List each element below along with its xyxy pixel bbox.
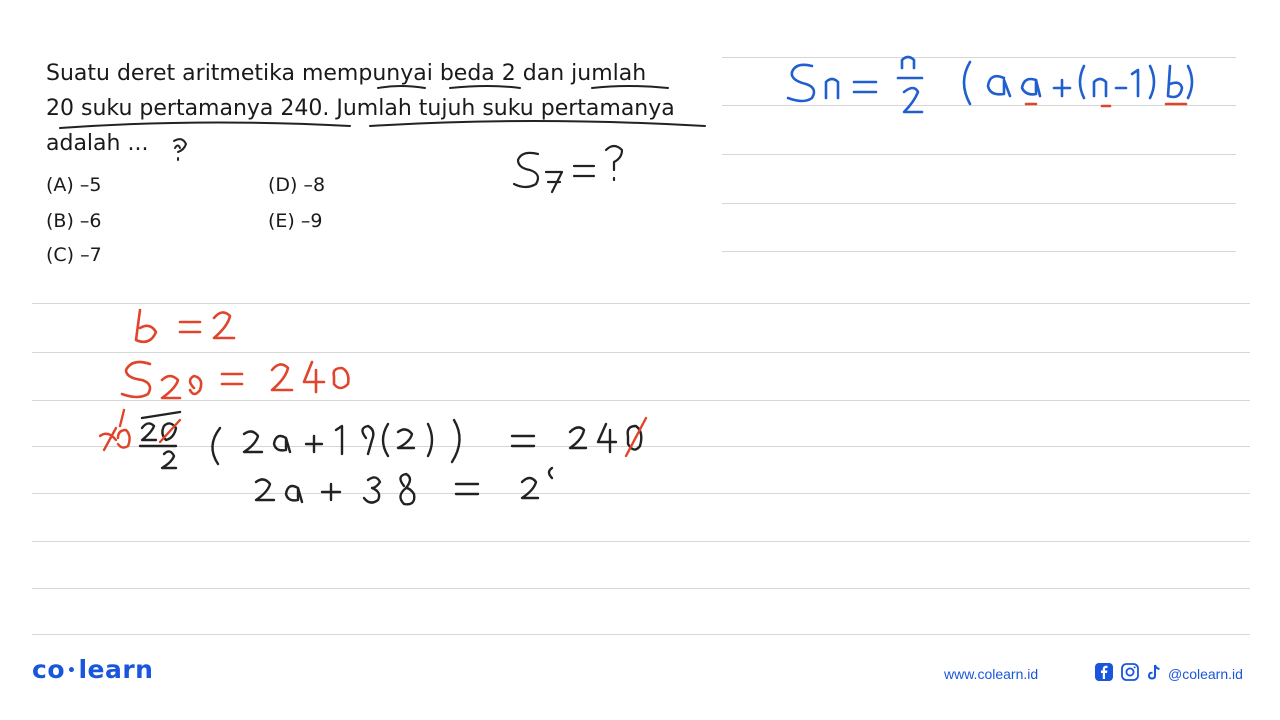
option-d[interactable]: (D) –8: [268, 174, 326, 196]
brand-dot: •: [67, 663, 77, 679]
option-a[interactable]: (A) –5: [46, 174, 102, 196]
option-e[interactable]: (E) –9: [268, 210, 323, 232]
brand-left: co: [32, 655, 65, 684]
handwritten-given-s20: [122, 362, 348, 398]
handwritten-step-1: [100, 410, 646, 468]
instagram-icon[interactable]: [1120, 662, 1140, 682]
option-b[interactable]: (B) –6: [46, 210, 102, 232]
option-c[interactable]: (C) –7: [46, 244, 102, 266]
tiktok-icon[interactable]: [1144, 662, 1164, 682]
website-link[interactable]: www.colearn.id: [944, 666, 1039, 682]
question-line-2: 20 suku pertamanya 240. Jumlah tujuh suku pertamanya: [46, 96, 675, 121]
handwritten-step-2: [256, 468, 552, 504]
handwritten-formula: [788, 57, 1192, 112]
brand-right: learn: [78, 655, 154, 684]
facebook-icon[interactable]: [1094, 662, 1114, 682]
social-handle[interactable]: @colearn.id: [1168, 666, 1243, 682]
question-line-1: Suatu deret aritmetika mempunyai beda 2 dan jumlah: [46, 61, 647, 86]
handwritten-target: [514, 146, 622, 192]
question-line-3: adalah ...: [46, 131, 149, 156]
handwritten-given-b: [136, 310, 234, 342]
colearn-logo[interactable]: [32, 655, 153, 684]
